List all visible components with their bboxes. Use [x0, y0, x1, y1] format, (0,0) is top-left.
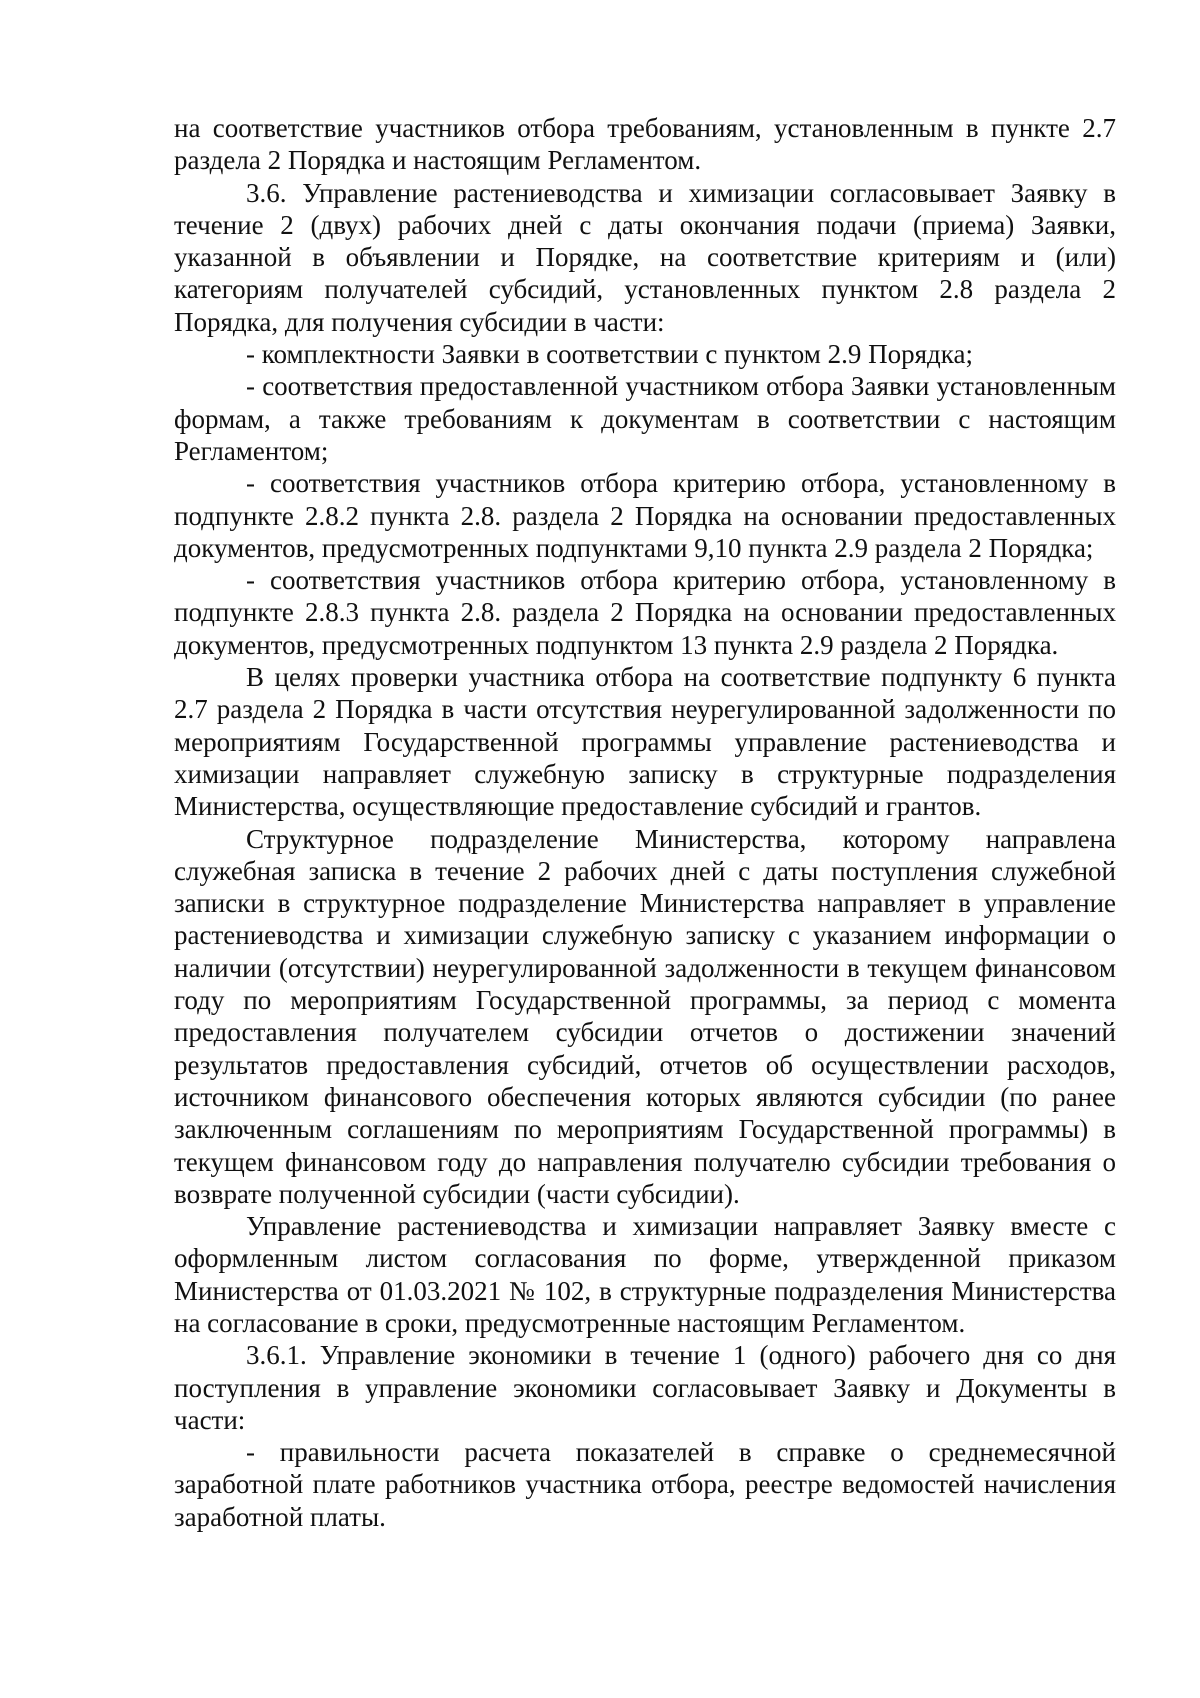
- document-body: [174, 112, 1116, 1533]
- list-item-completeness: - комплектности Заявки в соответствии с пунктом 2.9 Порядка;: [246, 339, 973, 370]
- paragraph-approval-sheet: Управление растениеводства и химизации направляет Заявку вместе с оформленным листом согласования по форме, утвержденной приказом Министерства от 01.03.2021 № 102, в структурные подразделения Министерства на согласование в сроки, предусмотренные настоящим Регламентом.: [174, 1211, 1116, 1338]
- list-item-salary-calculation: - правильности расчета показателей в справке о среднемесячной заработной плате работников участника отбора, реестре ведомостей начисления заработной платы.: [174, 1437, 1116, 1532]
- paragraph-3-6: 3.6. Управление растениеводства и химизации согласовывает Заявку в течение 2 (двух) рабочих дней с даты окончания подачи (приема) Заявки, указанной в объявлении и Порядке, на соответствие критериям и (или) категориям получателей субсидий, установленных пунктом 2.8 раздела 2 Порядка, для получения субсидии в части:: [174, 177, 1116, 337]
- paragraph-debt-check: В целях проверки участника отбора на соответствие подпункту 6 пункта 2.7 раздела 2 Порядка в части отсутствия неурегулированной задолженности по мероприятиям Государственной программы управление растениеводства и химизации направляет служебную записку в структурные подразделения Министерства, осуществляющие предоставление субсидий и грантов.: [174, 662, 1116, 822]
- list-item-criterion-2-8-3: - соответствия участников отбора критерию отбора, установленному в подпункте 2.8.3 пункта 2.8. раздела 2 Порядка на основании предоставленных документов, предусмотренных подпунктом 13 пункта 2.9 раздела 2 Порядка.: [174, 565, 1116, 660]
- paragraph-structural-unit: Структурное подразделение Министерства, которому направлена служебная записка в течение 2 рабочих дней с даты поступления служебной записки в структурное подразделение Министерства направляет в управление растениеводства и химизации служебную записку с указанием информации о наличии (отсутствии) неурегулированной задолженности в текущем финансовом году по мероприятиям Государственной программы, за период с момента предоставления получателем субсидии отчетов о достижении значений результатов предоставления субсидий, отчетов об осуществлении расходов, источником финансового обеспечения которых являются субсидии (по ранее заключенным соглашениям по мероприятиям Государственной программы) в текущем финансовом году до направления получателю субсидии требования о возврате полученной субсидии (части субсидии).: [174, 823, 1116, 1209]
- paragraph-3-6-1: 3.6.1. Управление экономики в течение 1 (одного) рабочего дня со дня поступления в управление экономики согласовывает Заявку и Документы в части:: [174, 1340, 1116, 1435]
- paragraph-continuation: на соответствие участников отбора требованиям, установленным в пункте 2.7 раздела 2 Порядка и настоящим Регламентом.: [174, 113, 1116, 176]
- list-item-criterion-2-8-2: - соответствия участников отбора критерию отбора, установленному в подпункте 2.8.2 пункта 2.8. раздела 2 Порядка на основании предоставленных документов, предусмотренных подпунктами 9,10 пункта 2.9 раздела 2 Порядка;: [174, 468, 1116, 563]
- list-item-forms-compliance: - соответствия предоставленной участником отбора Заявки установленным формам, а также требованиям к документам в соответствии с настоящим Регламентом;: [174, 371, 1116, 466]
